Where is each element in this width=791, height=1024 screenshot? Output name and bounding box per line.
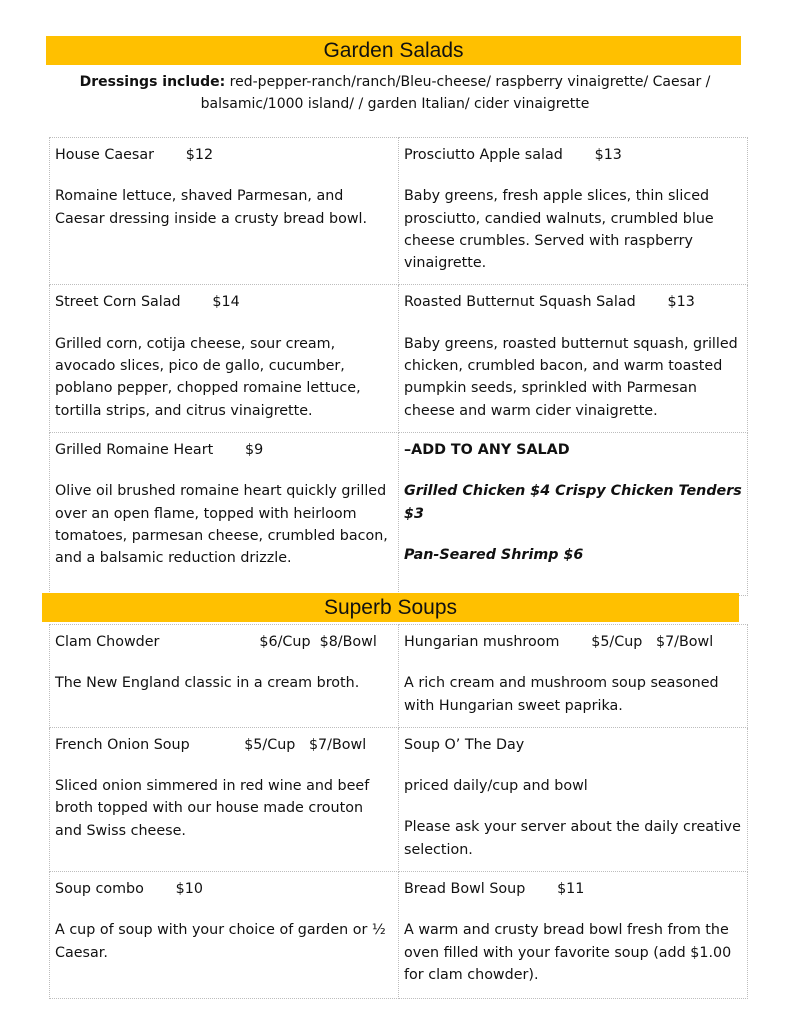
table-row xyxy=(50,138,748,285)
dressings-label: Dressings include: xyxy=(79,74,226,90)
item-heading: Soup O’ The Day xyxy=(404,736,525,753)
dressings-list-line2: balsamic/1000 island/ / garden Italian/ cider vinaigrette xyxy=(200,96,590,112)
item-description: priced daily/cup and bowl Please ask your server about the daily creative selection. xyxy=(404,778,741,858)
item-heading: Soup combo $10 xyxy=(55,881,203,898)
menu-item xyxy=(50,432,399,595)
item-description: The New England classic in a cream broth. xyxy=(55,675,360,692)
item-heading: House Caesar $12 xyxy=(55,147,214,163)
menu-item xyxy=(50,138,399,285)
menu-item xyxy=(50,285,399,432)
salads-table xyxy=(49,137,748,596)
menu-item xyxy=(399,727,748,871)
garden-salads-banner: Garden Salads xyxy=(46,36,741,65)
addon-heading: –ADD TO ANY SALAD xyxy=(404,441,570,458)
table-row xyxy=(50,432,748,595)
table-row xyxy=(50,872,748,999)
item-heading: Prosciutto Apple salad $13 xyxy=(404,147,622,163)
table-row xyxy=(50,625,748,728)
dressings-list-line1: red-pepper-ranch/ranch/Bleu-cheese/ raspberry vinaigrette/ Caesar / xyxy=(225,74,711,90)
item-description: Baby greens, roasted butternut squash, grilled chicken, crumbled bacon, and warm toasted pumpkin seeds, sprinkled with Parmesan cheese and warm cider vinaigrette. xyxy=(404,335,738,419)
superb-soups-banner: Superb Soups xyxy=(42,593,739,622)
item-description: Grilled corn, cotija cheese, sour cream, avocado slices, pico de gallo, cucumber, poblano pepper, chopped romaine lettuce, tortilla strips, and citrus vinaigrette. xyxy=(55,335,361,419)
dressings-note xyxy=(60,71,730,115)
item-description: Olive oil brushed romaine heart quickly grilled over an open flame, topped with heirloom tomatoes, parmesan cheese, crumbled bacon, and a balsamic reduction drizzle. xyxy=(55,483,388,567)
item-description: A cup of soup with your choice of garden or ½ Caesar. xyxy=(55,922,386,961)
soups-table xyxy=(49,624,748,999)
item-description: Baby greens, fresh apple slices, thin sliced prosciutto, candied walnuts, crumbled blue cheese crumbles. Served with raspberry vinaigrette. xyxy=(404,188,714,272)
menu-item xyxy=(399,872,748,999)
item-description: A warm and crusty bread bowl fresh from the oven filled with your favorite soup (add $1.00 for clam chowder). xyxy=(404,922,732,983)
menu-item xyxy=(50,727,399,871)
table-row xyxy=(50,727,748,871)
menu-item xyxy=(50,625,399,728)
item-description: A rich cream and mushroom soup seasoned with Hungarian sweet paprika. xyxy=(404,675,719,714)
item-heading: Grilled Romaine Heart $9 xyxy=(55,441,264,458)
add-to-salad xyxy=(399,432,748,595)
item-description: Sliced onion simmered in red wine and beef broth topped with our house made crouton and Swiss cheese. xyxy=(55,778,370,839)
item-heading: Roasted Butternut Squash Salad $13 xyxy=(404,294,695,311)
item-heading: Hungarian mushroom $5/Cup $7/Bowl xyxy=(404,634,714,650)
menu-item xyxy=(50,872,399,999)
addon-chicken-line: Grilled Chicken $4 Crispy Chicken Tenders $3 xyxy=(404,483,742,522)
menu-item xyxy=(399,285,748,432)
item-heading: Clam Chowder $6/Cup $8/Bowl xyxy=(55,634,377,650)
addon-shrimp-line: Pan-Seared Shrimp $6 xyxy=(404,546,584,563)
item-heading: Bread Bowl Soup $11 xyxy=(404,881,585,898)
menu-item xyxy=(399,625,748,728)
table-row xyxy=(50,285,748,432)
item-heading: French Onion Soup $5/Cup $7/Bowl xyxy=(55,736,367,753)
item-description: Romaine lettuce, shaved Parmesan, and Caesar dressing inside a crusty bread bowl. xyxy=(55,188,368,227)
item-heading: Street Corn Salad $14 xyxy=(55,294,240,311)
menu-item xyxy=(399,138,748,285)
